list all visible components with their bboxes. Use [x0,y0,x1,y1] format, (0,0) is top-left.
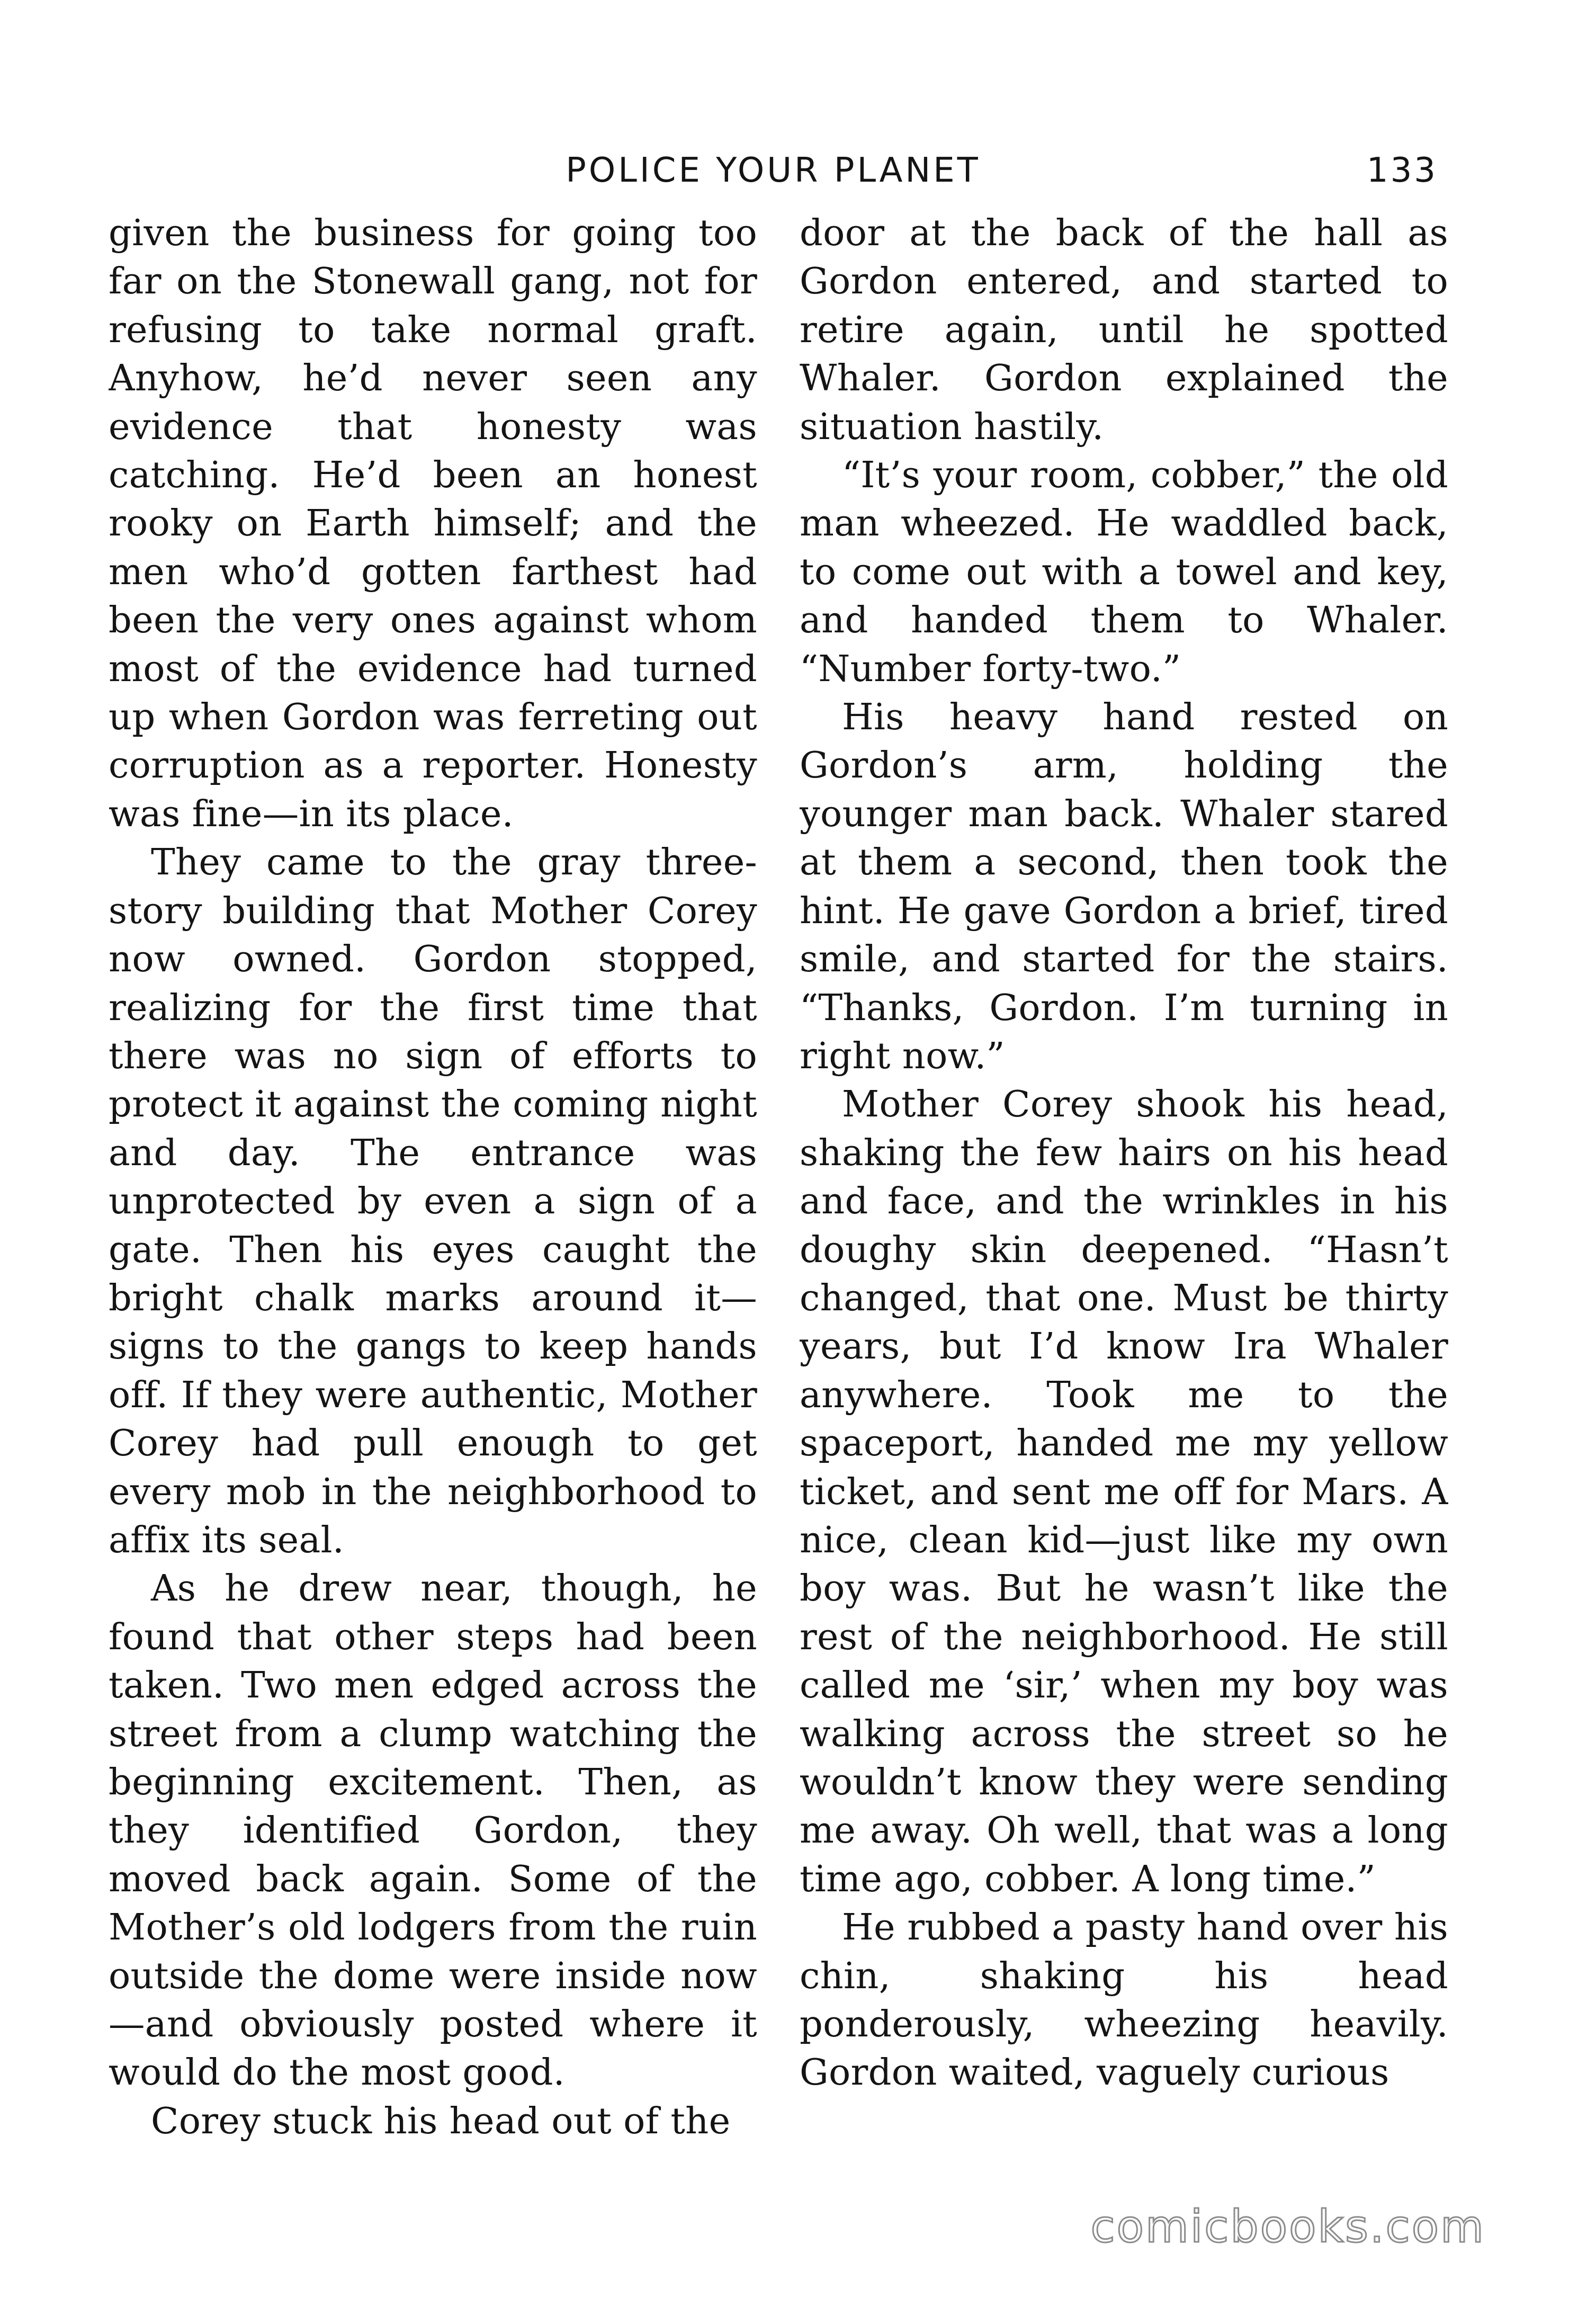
paragraph: Mother Corey shook his head, shaking the few hairs on his head and face, and the wrinkles in his doughy skin deepened. “Hasn’t changed, that one. Must be thirty years, but I’d know Ira Whaler anywhere. Took me to the spaceport, handed me my yellow ticket, and sent me off for Mars. A nice, clean kid—just like my own boy was. But he wasn’t like the rest of the neighborhood. He still called me ‘sir,’ when my boy was walking across the street so he wouldn’t know they were sending me away. Oh well, that was a long time ago, cobber. A long time.” [800,1083,1448,1900]
paragraph: “It’s your room, cobber,” the old man wheezed. He waddled back, to come out with a towel and key, and handed them to Whaler. “Number forty-two.” [800,454,1448,690]
paragraph: He rubbed a pasty hand over his chin, shaking his head ponderously, wheezing heavily. Gordon waited, vaguely curious [800,1906,1448,2094]
paragraph: door at the back of the hall as Gordon entered, and started to retire again, until he spotted Whaler. Gordon explained the situation hastily. [800,212,1448,448]
running-title: POLICE YOUR PLANET [566,151,981,190]
watermark: comicbooks.com [1090,2201,1485,2253]
paragraph: As he drew near, though, he found that other steps had been taken. Two men edged across the street from a clump watching the beginning excitement. Then, as they identified Gordon, they moved back again. Some of the Mother’s old lodgers from the ruin outside the dome were inside now—and obviously posted where it would do the most good. [109,1567,757,2094]
paragraph: Corey stuck his head out of the [151,2099,731,2142]
left-column [109,209,757,2142]
paragraph: They came to the gray three-story building that Mother Corey now owned. Gordon stopped, realizing for the first time that there was no sign of efforts to protect it against the coming night and day. The entrance was unprotected by even a sign of a gate. Then his eyes caught the bright chalk marks around it—signs to the gangs to keep hands off. If they were authentic, Mother Corey had pull enough to get every mob in the neighborhood to affix its seal. [109,841,757,1561]
page-number: 133 [1366,151,1438,190]
page-header [109,139,1438,202]
right-column [800,209,1448,2142]
paragraph: given the business for going too far on the Stonewall gang, not for refusing to take normal graft. Anyhow, he’d never seen any evidence that honesty was catching. He’d been an honest rooky on Earth himself; and the men who’d gotten farthest had been the very ones against whom most of the evidence had turned up when Gordon was ferreting out corruption as a reporter. Honesty was fine—in its place. [109,212,757,835]
paragraph: His heavy hand rested on Gordon’s arm, holding the younger man back. Whaler stared at them a second, then took the hint. He gave Gordon a brief, tired smile, and started for the stairs. “Thanks, Gordon. I’m turning in right now.” [800,696,1448,1077]
